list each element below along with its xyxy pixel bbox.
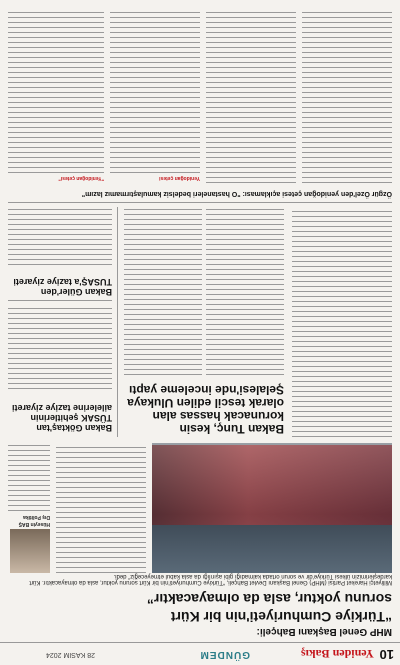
columnist-portrait [10, 529, 50, 573]
main-deck: Milliyetçi Hareket Partisi (MHP) Genel Başkanı Devlet Bahçeli, “Türkiye Cumhuriyeti'nin bir Kürt sorunu yoktur, asla da olmayacaktır. Kürt kardeşlerimizin ülkesi Türkiye'dir ve sorun ortada kalmadığı gibi aşırılığı da asla kabul etmeyeceğiz” dedi. [29, 573, 392, 585]
masthead [0, 642, 400, 665]
main-body-text-2 [292, 209, 392, 437]
photo-flag-overlay [152, 445, 392, 525]
section-title: GÜNDEM [199, 649, 250, 660]
main-headline-line2: sorunu yoktur, asla da olmayacaktır” [146, 591, 392, 607]
column-body-text [8, 443, 50, 511]
red-tag-1: Yenidoğan çetesi [159, 175, 200, 181]
newspaper-logo: Yeniden Bakış [300, 647, 374, 661]
main-kicker: MHP Genel Başkanı Bahçeli: [256, 626, 392, 637]
red-tag-2: "Yenidoğan çetesi" [58, 175, 104, 181]
tunc-body-text [206, 209, 284, 375]
tunc-headline: Bakan Tunç, kesin korunacak hassas alan olarak tescil edilen Ulukaya Şelalesi'nde inceleme yaptı [127, 383, 284, 436]
ozgur-headline: Özgür Özel'den yenidoğan çetesi açıklaması: "O hastaneleri bedelsiz kamulaştırmamız lazım" [81, 190, 392, 197]
ozgur-body-text-2 [206, 8, 296, 183]
goktas-headline: Bakan Göktaş'tan TÜSAK şehitlerinin ailelerine taziye ziyareti [11, 403, 112, 433]
main-headline-line1: “Türkiye Cumhuriyeti'nin bir Kürt [170, 609, 392, 625]
ozgur-body-text-4 [8, 8, 104, 173]
main-body-text [56, 443, 146, 573]
issue-date: 28 KASIM 2024 [45, 651, 95, 658]
page-number: 10 [379, 647, 394, 662]
column-divider [117, 207, 118, 437]
columnist-name: Hüseyin BAŞ [18, 521, 50, 527]
tunc-body-text-2 [124, 209, 202, 375]
ozgur-body-text-1 [302, 8, 392, 183]
goktas-body-text [8, 305, 112, 389]
story-divider [8, 300, 112, 301]
guler-body-text [8, 209, 112, 265]
guler-headline: Bakan Güler'den TUSAŞ'a taziye ziyareti [13, 277, 112, 297]
section-divider [8, 202, 392, 203]
columnist-label: Dış Politika [23, 514, 50, 520]
ozgur-body-text-3 [110, 8, 200, 173]
